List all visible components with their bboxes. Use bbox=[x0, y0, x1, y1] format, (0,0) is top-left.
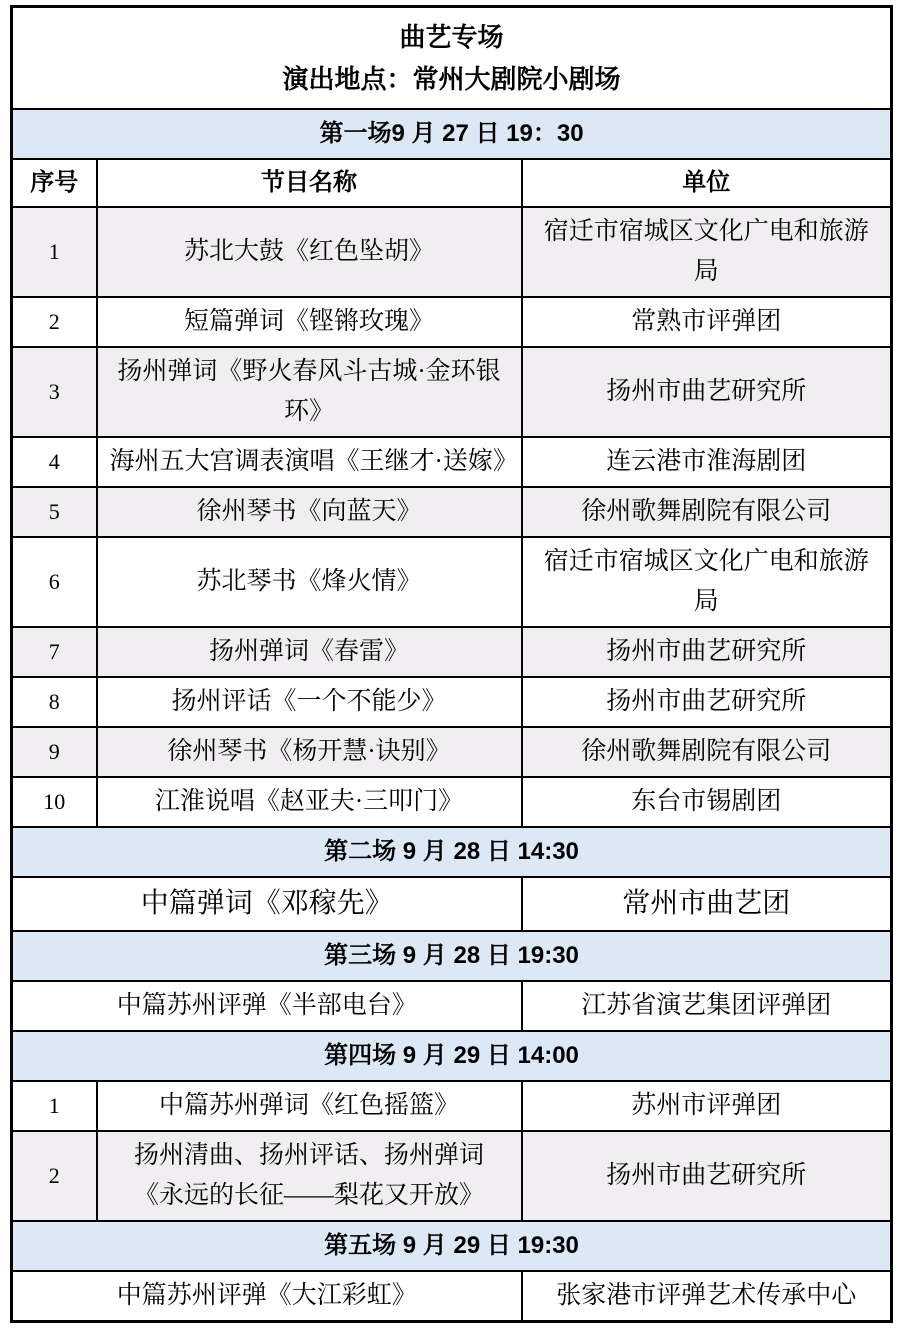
unit-cell: 江苏省演艺集团评弹团 bbox=[522, 981, 892, 1031]
schedule-row bbox=[12, 347, 892, 437]
venue-line: 演出地点：常州大剧院小剧场 bbox=[282, 64, 621, 94]
schedule-row bbox=[12, 727, 892, 777]
unit-cell: 宿迁市宿城区文化广电和旅游局 bbox=[522, 537, 892, 627]
schedule-row bbox=[12, 1271, 892, 1322]
row-number-cell: 2 bbox=[12, 1131, 97, 1221]
program-cell: 扬州弹词《野火春风斗古城·金环银环》 bbox=[97, 347, 522, 437]
program-cell: 短篇弹词《铿锵玫瑰》 bbox=[97, 297, 522, 347]
row-number-cell: 3 bbox=[12, 347, 97, 437]
program-cell: 中篇苏州评弹《半部电台》 bbox=[12, 981, 522, 1031]
session-header: 第二场 9 月 28 日 14:30 bbox=[12, 827, 892, 877]
session-header: 第一场9 月 27 日 19：30 bbox=[12, 109, 892, 159]
unit-cell: 扬州市曲艺研究所 bbox=[522, 627, 892, 677]
schedule-row bbox=[12, 1131, 892, 1221]
table-title bbox=[12, 7, 892, 110]
unit-cell: 常熟市评弹团 bbox=[522, 297, 892, 347]
schedule-row bbox=[12, 207, 892, 297]
schedule-row bbox=[12, 1081, 892, 1131]
unit-cell: 东台市锡剧团 bbox=[522, 777, 892, 827]
program-cell: 扬州弹词《春雷》 bbox=[97, 627, 522, 677]
schedule-row bbox=[12, 487, 892, 537]
program-cell: 扬州清曲、扬州评话、扬州弹词《永远的长征——梨花又开放》 bbox=[97, 1131, 522, 1221]
schedule-table bbox=[10, 5, 893, 1323]
program-cell: 徐州琴书《向蓝天》 bbox=[97, 487, 522, 537]
schedule-row bbox=[12, 877, 892, 931]
column-header-no: 序号 bbox=[12, 159, 97, 207]
schedule-row bbox=[12, 777, 892, 827]
page-title: 曲艺专场 bbox=[399, 22, 504, 52]
program-cell: 海州五大宫调表演唱《王继才·送嫁》 bbox=[97, 437, 522, 487]
unit-cell: 徐州歌舞剧院有限公司 bbox=[522, 487, 892, 537]
row-number-cell: 2 bbox=[12, 297, 97, 347]
unit-cell: 常州市曲艺团 bbox=[522, 877, 892, 931]
program-cell: 徐州琴书《杨开慧·诀别》 bbox=[97, 727, 522, 777]
row-number-cell: 1 bbox=[12, 207, 97, 297]
schedule-row bbox=[12, 537, 892, 627]
program-cell: 苏北琴书《烽火情》 bbox=[97, 537, 522, 627]
row-number-cell: 4 bbox=[12, 437, 97, 487]
column-header-row bbox=[12, 159, 892, 207]
schedule-row bbox=[12, 437, 892, 487]
session-header: 第五场 9 月 29 日 19:30 bbox=[12, 1221, 892, 1271]
schedule-row bbox=[12, 981, 892, 1031]
session-header-row bbox=[12, 1221, 892, 1271]
unit-cell: 扬州市曲艺研究所 bbox=[522, 347, 892, 437]
schedule-row bbox=[12, 677, 892, 727]
schedule-row bbox=[12, 297, 892, 347]
session-header-row bbox=[12, 827, 892, 877]
title-row bbox=[12, 7, 892, 110]
column-header-unit: 单位 bbox=[522, 159, 892, 207]
program-cell: 中篇苏州弹词《红色摇篮》 bbox=[97, 1081, 522, 1131]
column-header-program: 节目名称 bbox=[97, 159, 522, 207]
program-cell: 江淮说唱《赵亚夫·三叩门》 bbox=[97, 777, 522, 827]
row-number-cell: 5 bbox=[12, 487, 97, 537]
row-number-cell: 7 bbox=[12, 627, 97, 677]
session-header: 第四场 9 月 29 日 14:00 bbox=[12, 1031, 892, 1081]
unit-cell: 苏州市评弹团 bbox=[522, 1081, 892, 1131]
session-header-row bbox=[12, 109, 892, 159]
program-cell: 苏北大鼓《红色坠胡》 bbox=[97, 207, 522, 297]
program-cell: 中篇弹词《邓稼先》 bbox=[12, 877, 522, 931]
unit-cell: 连云港市淮海剧团 bbox=[522, 437, 892, 487]
row-number-cell: 6 bbox=[12, 537, 97, 627]
schedule-row bbox=[12, 627, 892, 677]
program-cell: 扬州评话《一个不能少》 bbox=[97, 677, 522, 727]
program-cell: 中篇苏州评弹《大江彩虹》 bbox=[12, 1271, 522, 1322]
unit-cell: 扬州市曲艺研究所 bbox=[522, 1131, 892, 1221]
row-number-cell: 9 bbox=[12, 727, 97, 777]
row-number-cell: 10 bbox=[12, 777, 97, 827]
session-header-row bbox=[12, 1031, 892, 1081]
unit-cell: 扬州市曲艺研究所 bbox=[522, 677, 892, 727]
unit-cell: 张家港市评弹艺术传承中心 bbox=[522, 1271, 892, 1322]
row-number-cell: 8 bbox=[12, 677, 97, 727]
session-header: 第三场 9 月 28 日 19:30 bbox=[12, 931, 892, 981]
row-number-cell: 1 bbox=[12, 1081, 97, 1131]
session-header-row bbox=[12, 931, 892, 981]
unit-cell: 宿迁市宿城区文化广电和旅游局 bbox=[522, 207, 892, 297]
unit-cell: 徐州歌舞剧院有限公司 bbox=[522, 727, 892, 777]
